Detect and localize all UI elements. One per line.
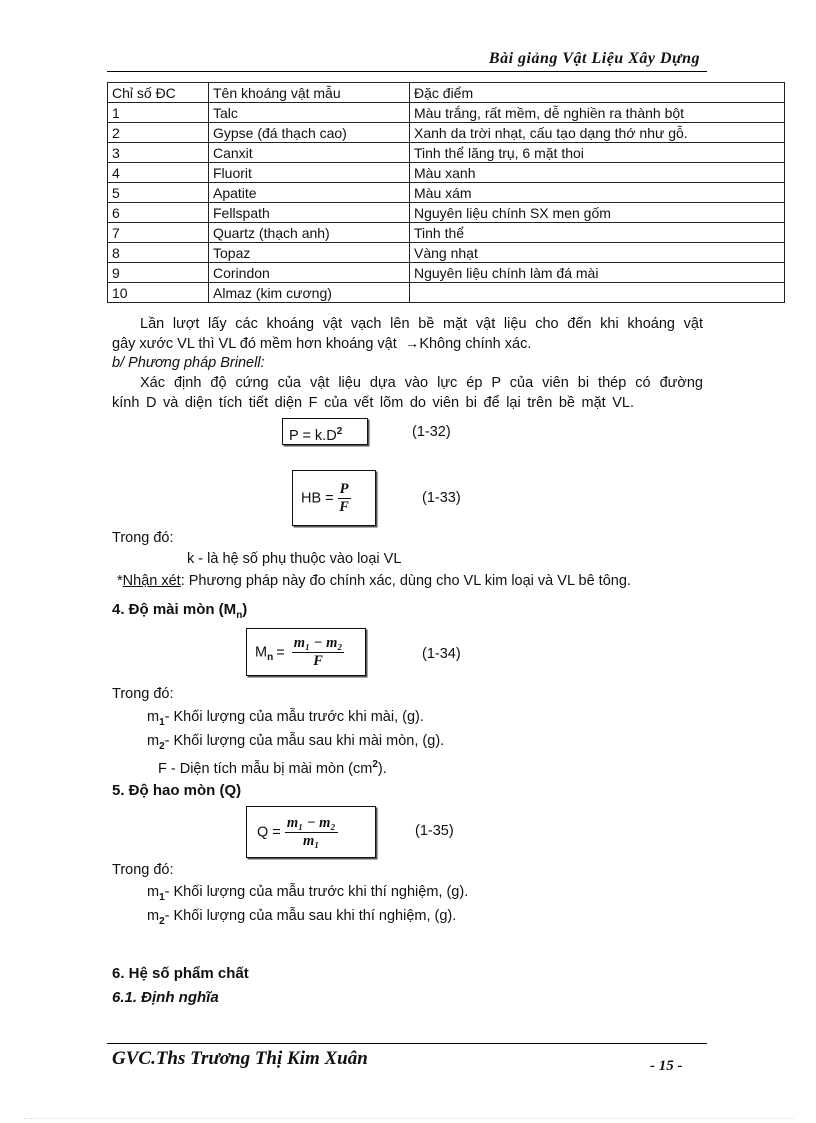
fraction-denominator: F [313, 653, 323, 669]
table-row [108, 103, 785, 123]
section-5-title: 5. Độ hao mòn (Q) [112, 782, 242, 799]
table-row [108, 183, 785, 203]
where-label: Trong đó: [112, 530, 174, 546]
cell-index: 10 [108, 283, 209, 303]
mineral-table [107, 82, 785, 303]
equation-number: (1-35) [415, 823, 454, 839]
paragraph-line [140, 373, 703, 393]
cell-feature [410, 283, 785, 303]
section-title-text: 4. Độ mài mòn (M [112, 601, 237, 618]
fraction [338, 481, 351, 516]
section-title-text: ) [242, 601, 248, 618]
formula-box-1-35 [246, 806, 376, 858]
definition-m2 [147, 906, 456, 932]
symbol-subscript: 1 [159, 716, 165, 728]
cell-mineral: Gypse (đá thạch cao) [209, 123, 410, 143]
section-subscript: n [236, 610, 243, 621]
cell-index: 2 [108, 123, 209, 143]
formula-box-1-33 [292, 470, 376, 526]
definition-text: - Khối lượng của mẫu trước khi thí nghiệm, (g). [164, 884, 469, 900]
definition-text: - Khối lượng của mẫu sau khi mài mòn, (g). [164, 733, 445, 749]
equation-number: (1-32) [412, 424, 451, 440]
fraction-denominator: m₁ [303, 833, 320, 849]
symbol-subscript: 1 [159, 891, 165, 903]
table-row [108, 123, 785, 143]
definition-k: k - là hệ số phụ thuộc vào loại VL [187, 551, 402, 567]
formula-superscript: 2 [336, 426, 343, 437]
symbol-subscript: 2 [159, 915, 165, 927]
table-row [108, 143, 785, 163]
col-header-mineral: Tên khoáng vật mẫu [209, 83, 410, 103]
formula-text: M [255, 644, 268, 661]
symbol: m [147, 709, 160, 725]
remark-text: : Phương pháp này đo chính xác, dùng cho VL kim loại và VL bê tông. [180, 573, 631, 589]
fraction-numerator: m₁ − m₂ [293, 635, 343, 651]
cell-mineral: Fluorit [209, 163, 410, 183]
definition-m1 [147, 882, 468, 908]
symbol: m [147, 908, 160, 924]
paragraph-text: gây xước VL thì VL đó mềm hơn khoáng vật [112, 336, 397, 352]
paragraph-text: Không chính xác. [419, 336, 532, 352]
formula-text: P = k.D [289, 427, 337, 444]
symbol-subscript: 2 [159, 740, 165, 752]
col-header-index: Chỉ số ĐC [108, 83, 209, 103]
cell-feature: Màu xám [410, 183, 785, 203]
cell-feature: Vàng nhạt [410, 243, 785, 263]
cell-feature: Tinh thể lăng trụ, 6 mặt thoi [410, 143, 785, 163]
remark-label: Nhận xét [122, 573, 181, 589]
symbol: m [147, 733, 160, 749]
cell-mineral: Almaz (kim cương) [209, 283, 410, 303]
cell-index: 5 [108, 183, 209, 203]
cell-index: 7 [108, 223, 209, 243]
section-4-title [112, 601, 247, 621]
table-row [108, 263, 785, 283]
cell-feature: Màu xanh [410, 163, 785, 183]
cell-index: 6 [108, 203, 209, 223]
paragraph-text: kính D và diện tích tiết diện F của vết lõm do viên bi để lại trên bề mặt VL. [112, 395, 634, 411]
fraction [292, 635, 345, 670]
definition-text: ). [377, 760, 387, 777]
definition-text: - Khối lượng của mẫu sau khi thí nghiệm, (g). [164, 908, 457, 924]
header-rule [107, 71, 707, 72]
paragraph-text: Lần lượt lấy các khoáng vật vạch lên bề mặt vật liệu cho đến khi khoáng vật [140, 316, 703, 332]
cell-mineral: Canxit [209, 143, 410, 163]
equation-number: (1-33) [422, 490, 461, 506]
formula-box-1-34 [246, 628, 366, 676]
definition-F [158, 755, 387, 779]
cell-mineral: Corindon [209, 263, 410, 283]
fraction [285, 815, 338, 850]
formula-subscript: n [267, 652, 274, 664]
cell-mineral: Fellspath [209, 203, 410, 223]
where-label: Trong đó: [112, 862, 174, 878]
fraction-denominator: F [339, 499, 349, 515]
table-row [108, 163, 785, 183]
fraction-numerator: m₁ − m₂ [286, 815, 336, 831]
section-6-1-title: 6.1. Định nghĩa [112, 989, 219, 1006]
cell-feature: Xanh da trời nhạt, cấu tạo dạng thớ như gỗ. [410, 123, 785, 143]
definition-text: F - Diện tích mẫu bị mài mòn (cm [158, 760, 373, 777]
section-6-title: 6. Hệ số phẩm chất [112, 965, 249, 982]
page-bottom-divider [24, 1118, 794, 1119]
table-row [108, 243, 785, 263]
header-title: Bài giảng Vật Liệu Xây Dựng [488, 50, 700, 67]
cell-mineral: Topaz [209, 243, 410, 263]
paragraph-line [112, 334, 531, 354]
page-number: - 15 - [650, 1058, 683, 1074]
paragraph-line [140, 314, 703, 334]
formula-text: = [276, 644, 285, 661]
footer-rule [107, 1043, 707, 1044]
cell-feature: Nguyên liệu chính SX men gốm [410, 203, 785, 223]
formula-text: Q = [257, 824, 281, 841]
cell-feature: Màu trắng, rất mềm, dễ nghiền ra thành bột [410, 103, 785, 123]
cell-mineral: Talc [209, 103, 410, 123]
table-header-row [108, 83, 785, 103]
cell-feature: Nguyên liệu chính làm đá mài [410, 263, 785, 283]
brinell-heading: b/ Phương pháp Brinell: [112, 355, 265, 371]
cell-index: 3 [108, 143, 209, 163]
cell-index: 9 [108, 263, 209, 283]
cell-index: 8 [108, 243, 209, 263]
cell-index: 4 [108, 163, 209, 183]
fraction-numerator: P [339, 481, 349, 497]
remark-line [117, 571, 631, 591]
col-header-feature: Đặc điểm [410, 83, 785, 103]
table-row [108, 223, 785, 243]
cell-mineral: Quartz (thạch anh) [209, 223, 410, 243]
cell-mineral: Apatite [209, 183, 410, 203]
superscript: 2 [372, 759, 378, 770]
equation-number: (1-34) [422, 646, 461, 662]
table-row [108, 283, 785, 303]
paragraph-line [112, 393, 634, 413]
symbol: m [147, 884, 160, 900]
formula-box-1-32 [282, 418, 368, 445]
table-row [108, 203, 785, 223]
where-label: Trong đó: [112, 686, 174, 702]
paragraph-text: Xác định độ cứng của vật liệu dựa vào lực ép P của viên bi thép có đường [140, 375, 703, 391]
definition-m1 [147, 707, 424, 733]
arrow-right-icon: → [404, 336, 420, 352]
cell-feature: Tinh thể [410, 223, 785, 243]
remark-star: * [117, 573, 123, 589]
definition-m2 [147, 731, 444, 757]
cell-index: 1 [108, 103, 209, 123]
footer-author: GVC.Ths Trương Thị Kim Xuân [112, 1048, 368, 1069]
formula-text: HB = [301, 490, 334, 507]
definition-text: - Khối lượng của mẫu trước khi mài, (g). [164, 709, 424, 725]
